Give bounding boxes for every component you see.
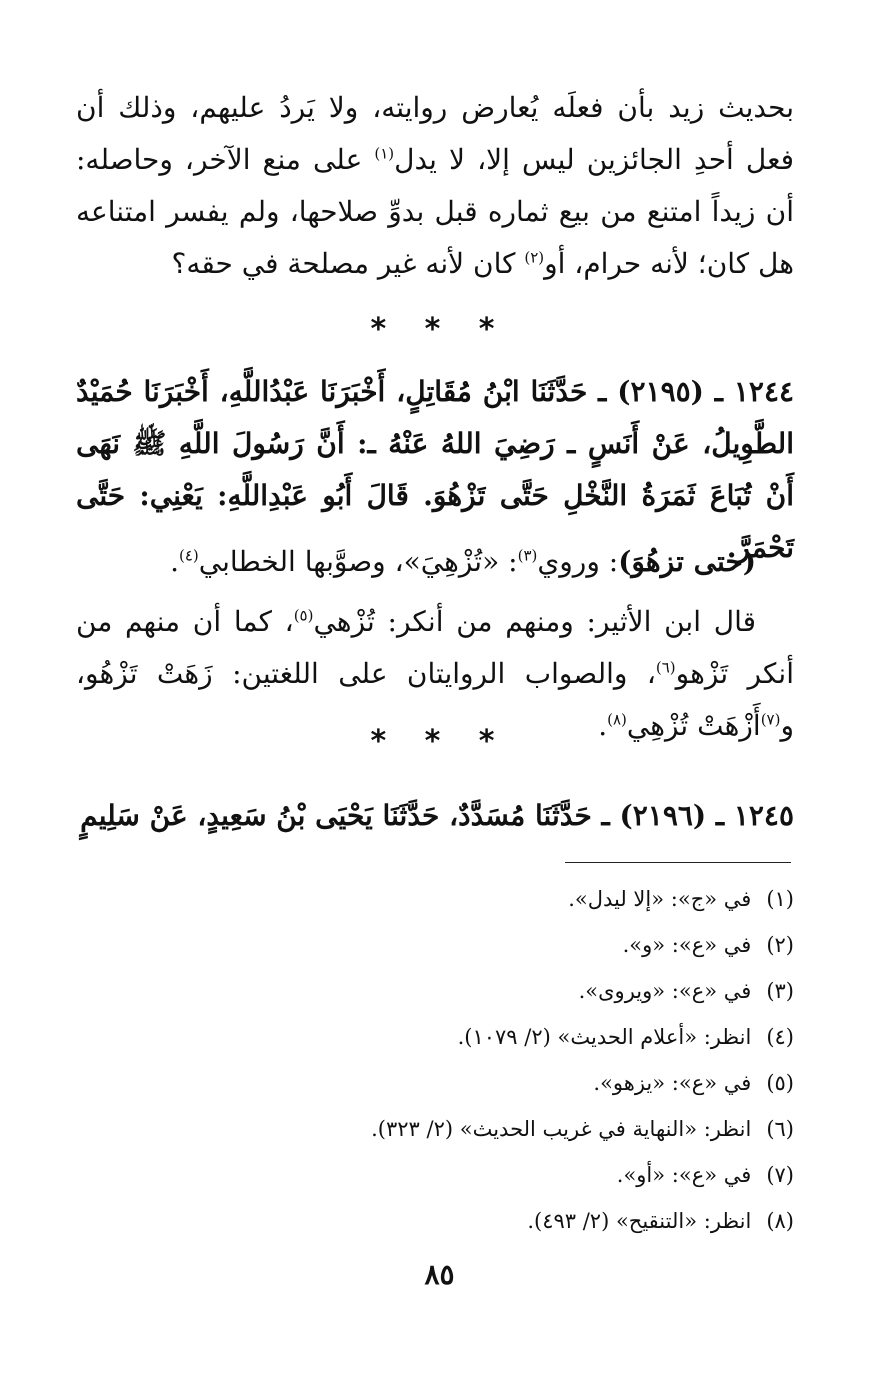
footnote-6 bbox=[76, 1106, 794, 1152]
commentary-2-text-5: . bbox=[598, 709, 608, 742]
footnote-number: (٨) bbox=[766, 1209, 794, 1233]
section-separator-1: * * * bbox=[370, 312, 509, 347]
footnote-text: انظر: «التنقيح» (٢/ ٤٩٣). bbox=[527, 1209, 752, 1233]
commentary-1-text-3: . bbox=[170, 545, 179, 578]
footnote-text: انظر: «النهاية في غريب الحديث» (٢/ ٣٢٣). bbox=[371, 1117, 752, 1141]
footnote-ref-8: (٨) bbox=[607, 710, 627, 729]
footnote-number: (٦) bbox=[766, 1117, 794, 1141]
footnotes-list bbox=[76, 876, 794, 1244]
paragraph-intro-part-1: بحديث زيد بأن فعلَه يُعارض روايته، ولا يَردُ عليهم، وذلك أن فعل أحدِ الجائزين ليس إلا، لا يدل bbox=[76, 91, 794, 176]
footnote-text: في «ع»: «و». bbox=[622, 933, 752, 957]
hadith-1244: ١٢٤٤ ـ (٢١٩٥) ـ حَدَّثَنَا ابْنُ مُقَاتِلٍ، أَخْبَرَنَا عَبْدُاللَّهِ، أَخْبَرَنَا حُمَيْدٌ الطَّوِيلُ، عَنْ أَنَسٍ ـ رَضِيَ اللهُ عَنْهُ ـ: أَنَّ رَسُولَ اللَّهِ ﷺ نَهَى أَنْ تُبَاعَ ثَمَرَةُ النَّخْلِ حَتَّى تَزْهُوَ. قَالَ أَبُو عَبْدِاللَّهِ: يَعْنِي: حَتَّى تَحْمَرَّ. bbox=[76, 375, 795, 564]
commentary-1-text-1: : وروي bbox=[537, 545, 619, 578]
footnote-ref-3: (٣) bbox=[517, 546, 538, 565]
footnote-number: (٣) bbox=[766, 979, 794, 1003]
commentary-1 bbox=[76, 536, 794, 588]
footnote-7 bbox=[76, 1152, 794, 1198]
footnote-text: في «ج»: «إلا ليدل». bbox=[568, 887, 752, 911]
footnote-number: (٧) bbox=[766, 1163, 794, 1187]
footnote-ref-1: (١) bbox=[374, 144, 395, 163]
footnote-divider bbox=[565, 862, 791, 863]
paragraph-intro bbox=[76, 82, 794, 290]
commentary-1-text-2: : «تُزْهِيَ»، وصوَّبها الخطابي bbox=[198, 545, 518, 578]
footnote-ref-2: (٢) bbox=[524, 248, 545, 267]
footnote-ref-5: (٥) bbox=[293, 606, 314, 625]
footnote-ref-7: (٧) bbox=[760, 710, 781, 729]
footnote-number: (٤) bbox=[766, 1025, 794, 1049]
footnote-5 bbox=[76, 1060, 794, 1106]
footnote-text: انظر: «أعلام الحديث» (٢/ ١٠٧٩). bbox=[457, 1025, 752, 1049]
commentary-2-text-1: قال ابن الأثير: ومنهم من أنكر: تُزْهي bbox=[313, 605, 756, 638]
footnote-text: في «ع»: «ويروى». bbox=[578, 979, 752, 1003]
footnote-number: (٥) bbox=[766, 1071, 794, 1095]
footnote-ref-4: (٤) bbox=[179, 546, 199, 565]
paragraph-intro-part-2: على منع الآخر، وحاصله: أن زيداً امتنع من بيع ثماره قبل بدوِّ صلاحها، ولم يفسر امتناعه هل كان؛ لأنه حرام، أو bbox=[76, 143, 794, 280]
footnote-8 bbox=[76, 1198, 794, 1244]
footnote-text: في «ع»: «يزهو». bbox=[593, 1071, 752, 1095]
paragraph-intro-part-3: كان لأنه غير مصلحة في حقه؟ bbox=[171, 247, 525, 280]
footnote-2 bbox=[76, 922, 794, 968]
footnote-1 bbox=[76, 876, 794, 922]
hadith-1245: ١٢٤٥ ـ (٢١٩٦) ـ حَدَّثَنَا مُسَدَّدٌ، حَدَّثَنَا يَحْيَى بْنُ سَعِيدٍ، عَنْ سَلِيمٍ bbox=[80, 799, 794, 832]
commentary-1-heading: (حتى تزهُوَ) bbox=[618, 545, 756, 578]
footnote-3 bbox=[76, 968, 794, 1014]
footnote-number: (٢) bbox=[766, 933, 794, 957]
commentary-2-text-3: ، والصواب الروايتان على اللغتين: زَهَتْ تَزْهُو، و bbox=[76, 657, 794, 742]
footnote-4 bbox=[76, 1014, 794, 1060]
page-number: ٨٥ bbox=[424, 1258, 455, 1291]
footnote-ref-6: (٦) bbox=[655, 658, 676, 677]
commentary-2-text-2: ، كما أن منهم من أنكر تَزْهو bbox=[76, 605, 794, 690]
footnote-number: (١) bbox=[766, 887, 794, 911]
commentary-2-text-4: أَزْهَتْ تُزْهِي bbox=[626, 709, 761, 742]
footnote-text: في «ع»: «أو». bbox=[616, 1163, 752, 1187]
section-separator-2: * * * bbox=[370, 724, 509, 759]
